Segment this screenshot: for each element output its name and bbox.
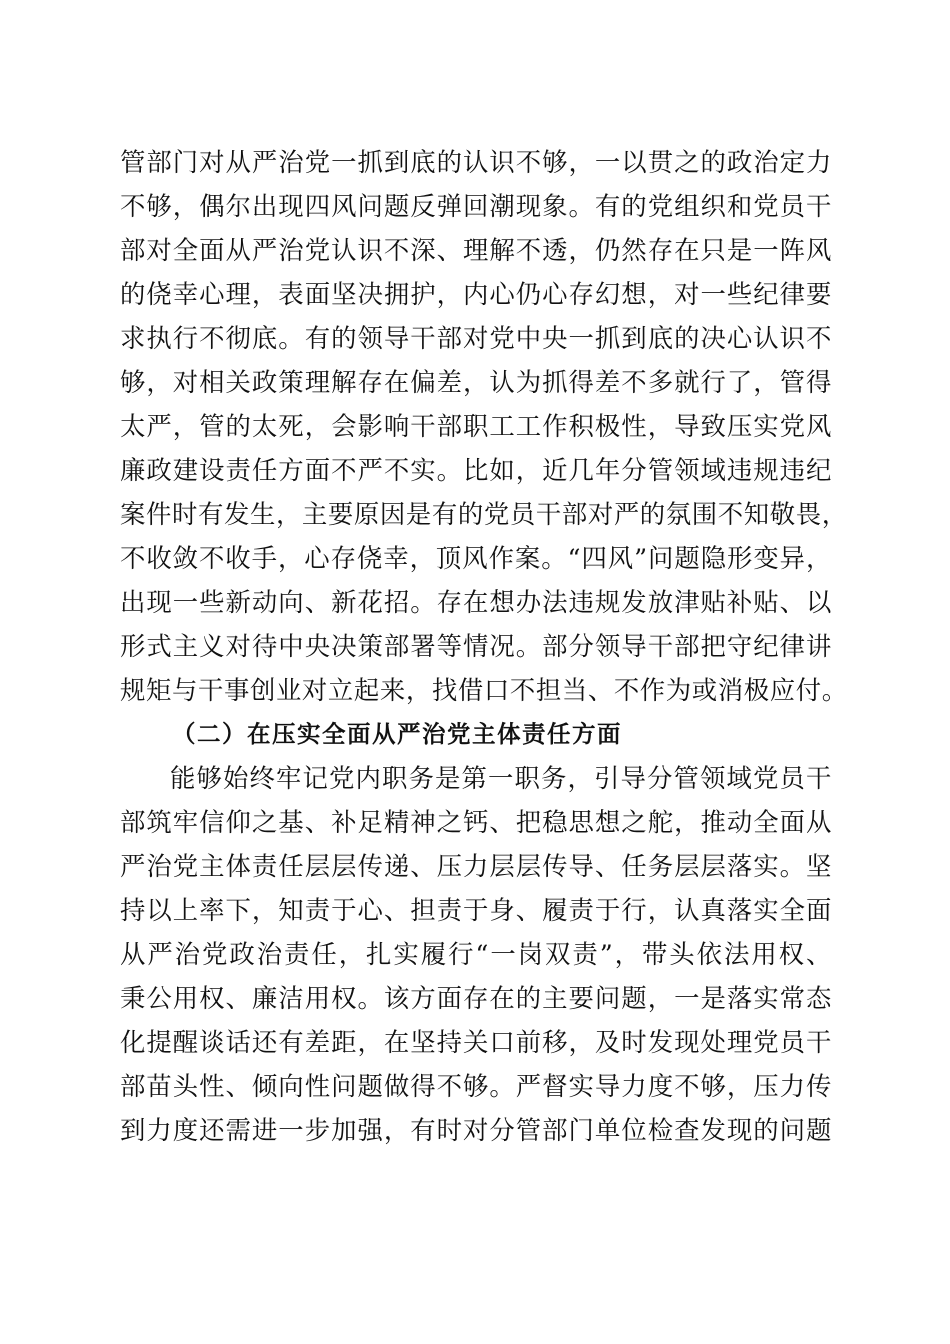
section-text-line: 部筑牢信仰之基、补足精神之钙、把稳思想之舵，推动全面从 xyxy=(120,807,832,837)
body-text-line: 不够，偶尔出现四风问题反弹回潮现象。有的党组织和党员干 xyxy=(120,191,832,221)
body-text-line: 部对全面从严治党认识不深、理解不透，仍然存在只是一阵风 xyxy=(120,235,832,265)
section-text-line: 能够始终牢记党内职务是第一职务，引导分管领域党员干 xyxy=(170,763,832,793)
body-text-line: 管部门对从严治党一抓到底的认识不够，一以贯之的政治定力 xyxy=(120,147,832,177)
section-text-line: 化提醒谈话还有差距，在坚持关口前移，及时发现处理党员干 xyxy=(120,1027,832,1057)
body-text-line: 形式主义对待中央决策部署等情况。部分领导干部把守纪律讲 xyxy=(120,631,832,661)
section-text-line: 到力度还需进一步加强，有时对分管部门单位检查发现的问题 xyxy=(120,1115,832,1145)
section-text-line: 持以上率下，知责于心、担责于身、履责于行，认真落实全面 xyxy=(120,895,832,925)
body-text-line: 出现一些新动向、新花招。存在想办法违规发放津贴补贴、以 xyxy=(120,587,832,617)
body-text-line: 的侥幸心理，表面坚决拥护，内心仍心存幻想，对一些纪律要 xyxy=(120,279,832,309)
section-text-line: 严治党主体责任层层传递、压力层层传导、任务层层落实。坚 xyxy=(120,851,832,881)
body-text-line: 规矩与干事创业对立起来，找借口不担当、不作为或消极应付。 xyxy=(120,675,848,705)
body-text-line: 太严，管的太死，会影响干部职工工作积极性，导致压实党风 xyxy=(120,411,832,441)
section-text-line: 从严治党政治责任，扎实履行“一岗双责”，带头依法用权、 xyxy=(120,939,832,969)
body-text-line: 求执行不彻底。有的领导干部对党中央一抓到底的决心认识不 xyxy=(120,323,832,353)
section-heading: （二）在压实全面从严治党主体责任方面 xyxy=(172,720,622,748)
body-text-line: 案件时有发生，主要原因是有的党员干部对严的氛围不知敬畏， xyxy=(120,499,848,529)
body-text-line: 够，对相关政策理解存在偏差，认为抓得差不多就行了，管得 xyxy=(120,367,832,397)
body-text-line: 廉政建设责任方面不严不实。比如，近几年分管领域违规违纪 xyxy=(120,455,832,485)
section-text-line: 部苗头性、倾向性问题做得不够。严督实导力度不够，压力传 xyxy=(120,1071,832,1101)
section-text-line: 秉公用权、廉洁用权。该方面存在的主要问题，一是落实常态 xyxy=(120,983,832,1013)
body-text-line: 不收敛不收手，心存侥幸，顶风作案。“四风”问题隐形变异， xyxy=(120,543,832,573)
